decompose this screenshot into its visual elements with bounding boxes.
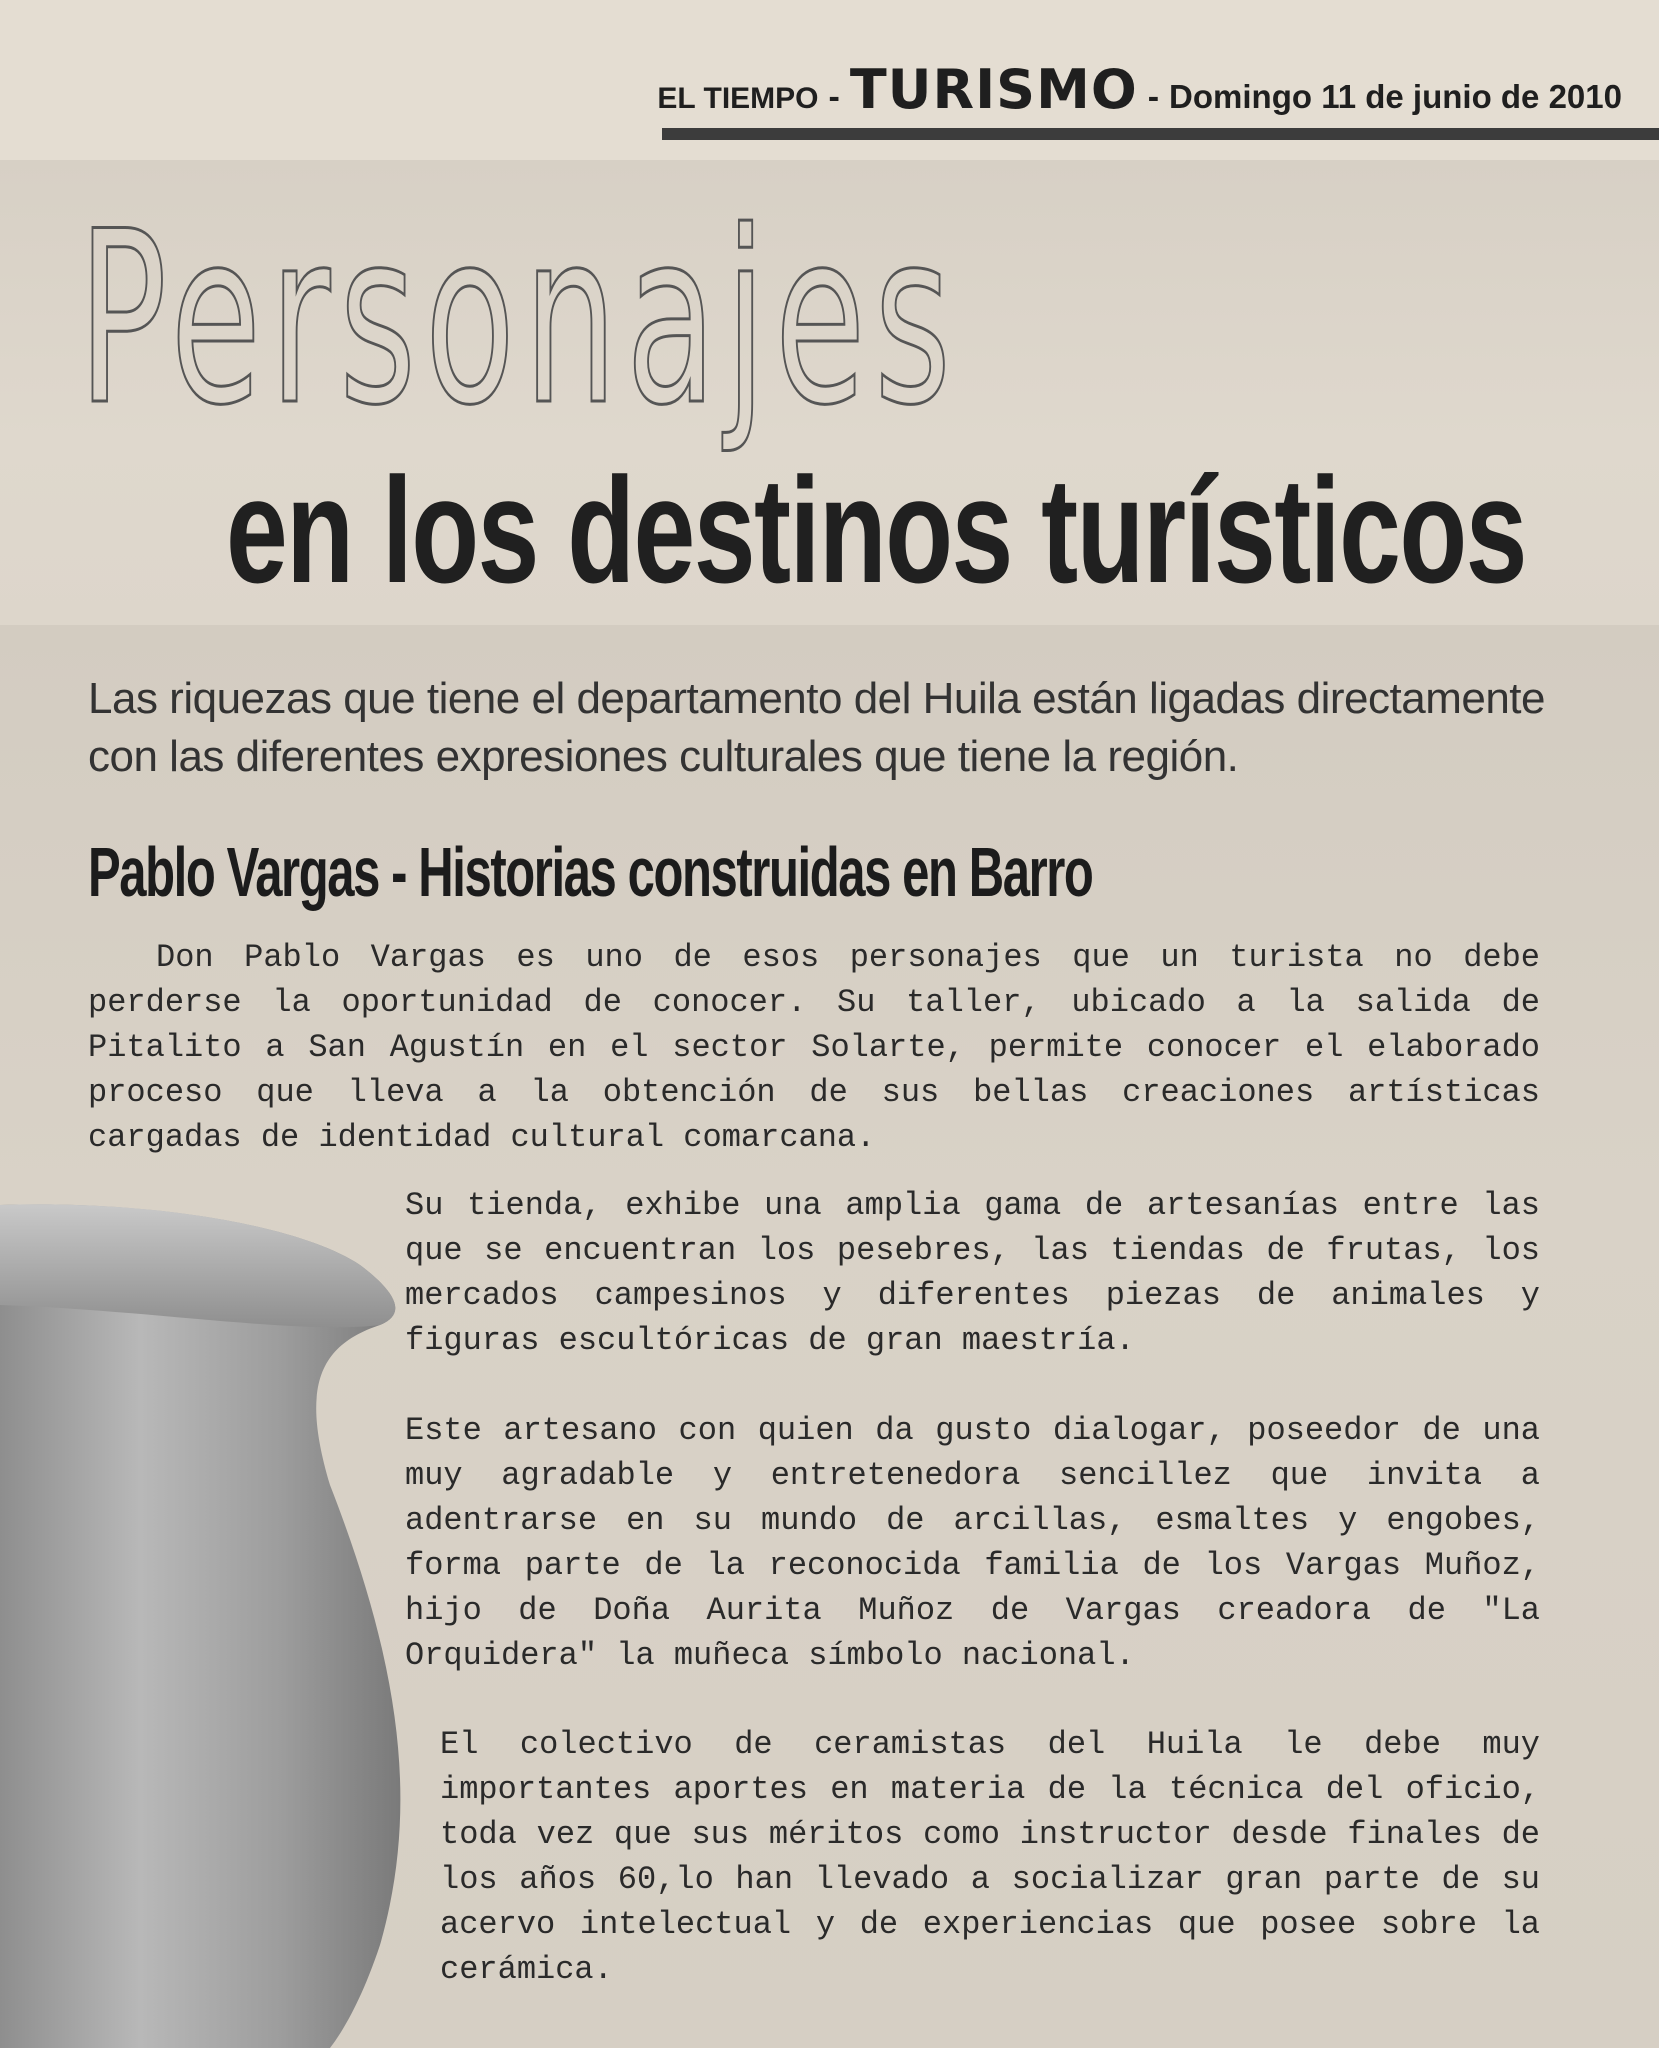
publication-date: Domingo 11 de junio de 2010: [1169, 78, 1622, 115]
masthead-rule: [662, 128, 1659, 140]
article-heading: Pablo Vargas - Historias construidas en Barro: [88, 833, 1093, 911]
lead-paragraph: Las riquezas que tiene el departamento del Huila están ligadas directamente con las diferentes expresiones culturales que tiene la región.: [88, 674, 1545, 781]
masthead: [657, 58, 1622, 121]
clay-vase-photo: [0, 1185, 440, 2048]
article-paragraph: Don Pablo Vargas es uno de esos personajes que un turista no debe perderse la oportunidad de conocer. Su taller, ubicado a la salida de Pitalito a San Agustín en el sector Solarte, permite conocer el elaborado proceso que lleva a la obtención de sus bellas creaciones artísticas cargadas de identidad cultural comarcana.: [88, 939, 1540, 1156]
article-paragraph: Este artesano con quien da gusto dialogar, poseedor de una muy agradable y entretenedora sencillez que invita a adentrarse en su mundo de arcillas, esmaltes y engobes, forma parte de la reconocida familia de los Vargas Muñoz, hijo de Doña Aurita Muñoz de Vargas creadora de "La Orquidera" la muñeca símbolo nacional.: [405, 1412, 1540, 1674]
masthead-separator: -: [1147, 78, 1160, 116]
newspaper-name: EL TIEMPO: [657, 82, 819, 115]
headline-title: Personajes: [78, 181, 960, 458]
masthead-separator: -: [828, 78, 840, 116]
article-paragraph: El colectivo de ceramistas del Huila le debe muy importantes aportes en materia de la técnica del oficio, toda vez que sus méritos como instructor desde finales de los años 60,lo han llevado a socializar gran parte de su acervo intelectual y de experiencias que posee sobre la cerámica.: [440, 1726, 1540, 1988]
section-name: TURISMO: [849, 58, 1138, 121]
headline-subtitle: en los destinos turísticos: [226, 446, 1526, 614]
article-paragraph: Su tienda, exhibe una amplia gama de artesanías entre las que se encuentran los pesebres, las tiendas de frutas, los mercados campesinos y diferentes piezas de animales y figuras escultóricas de gran maestría.: [405, 1187, 1540, 1359]
